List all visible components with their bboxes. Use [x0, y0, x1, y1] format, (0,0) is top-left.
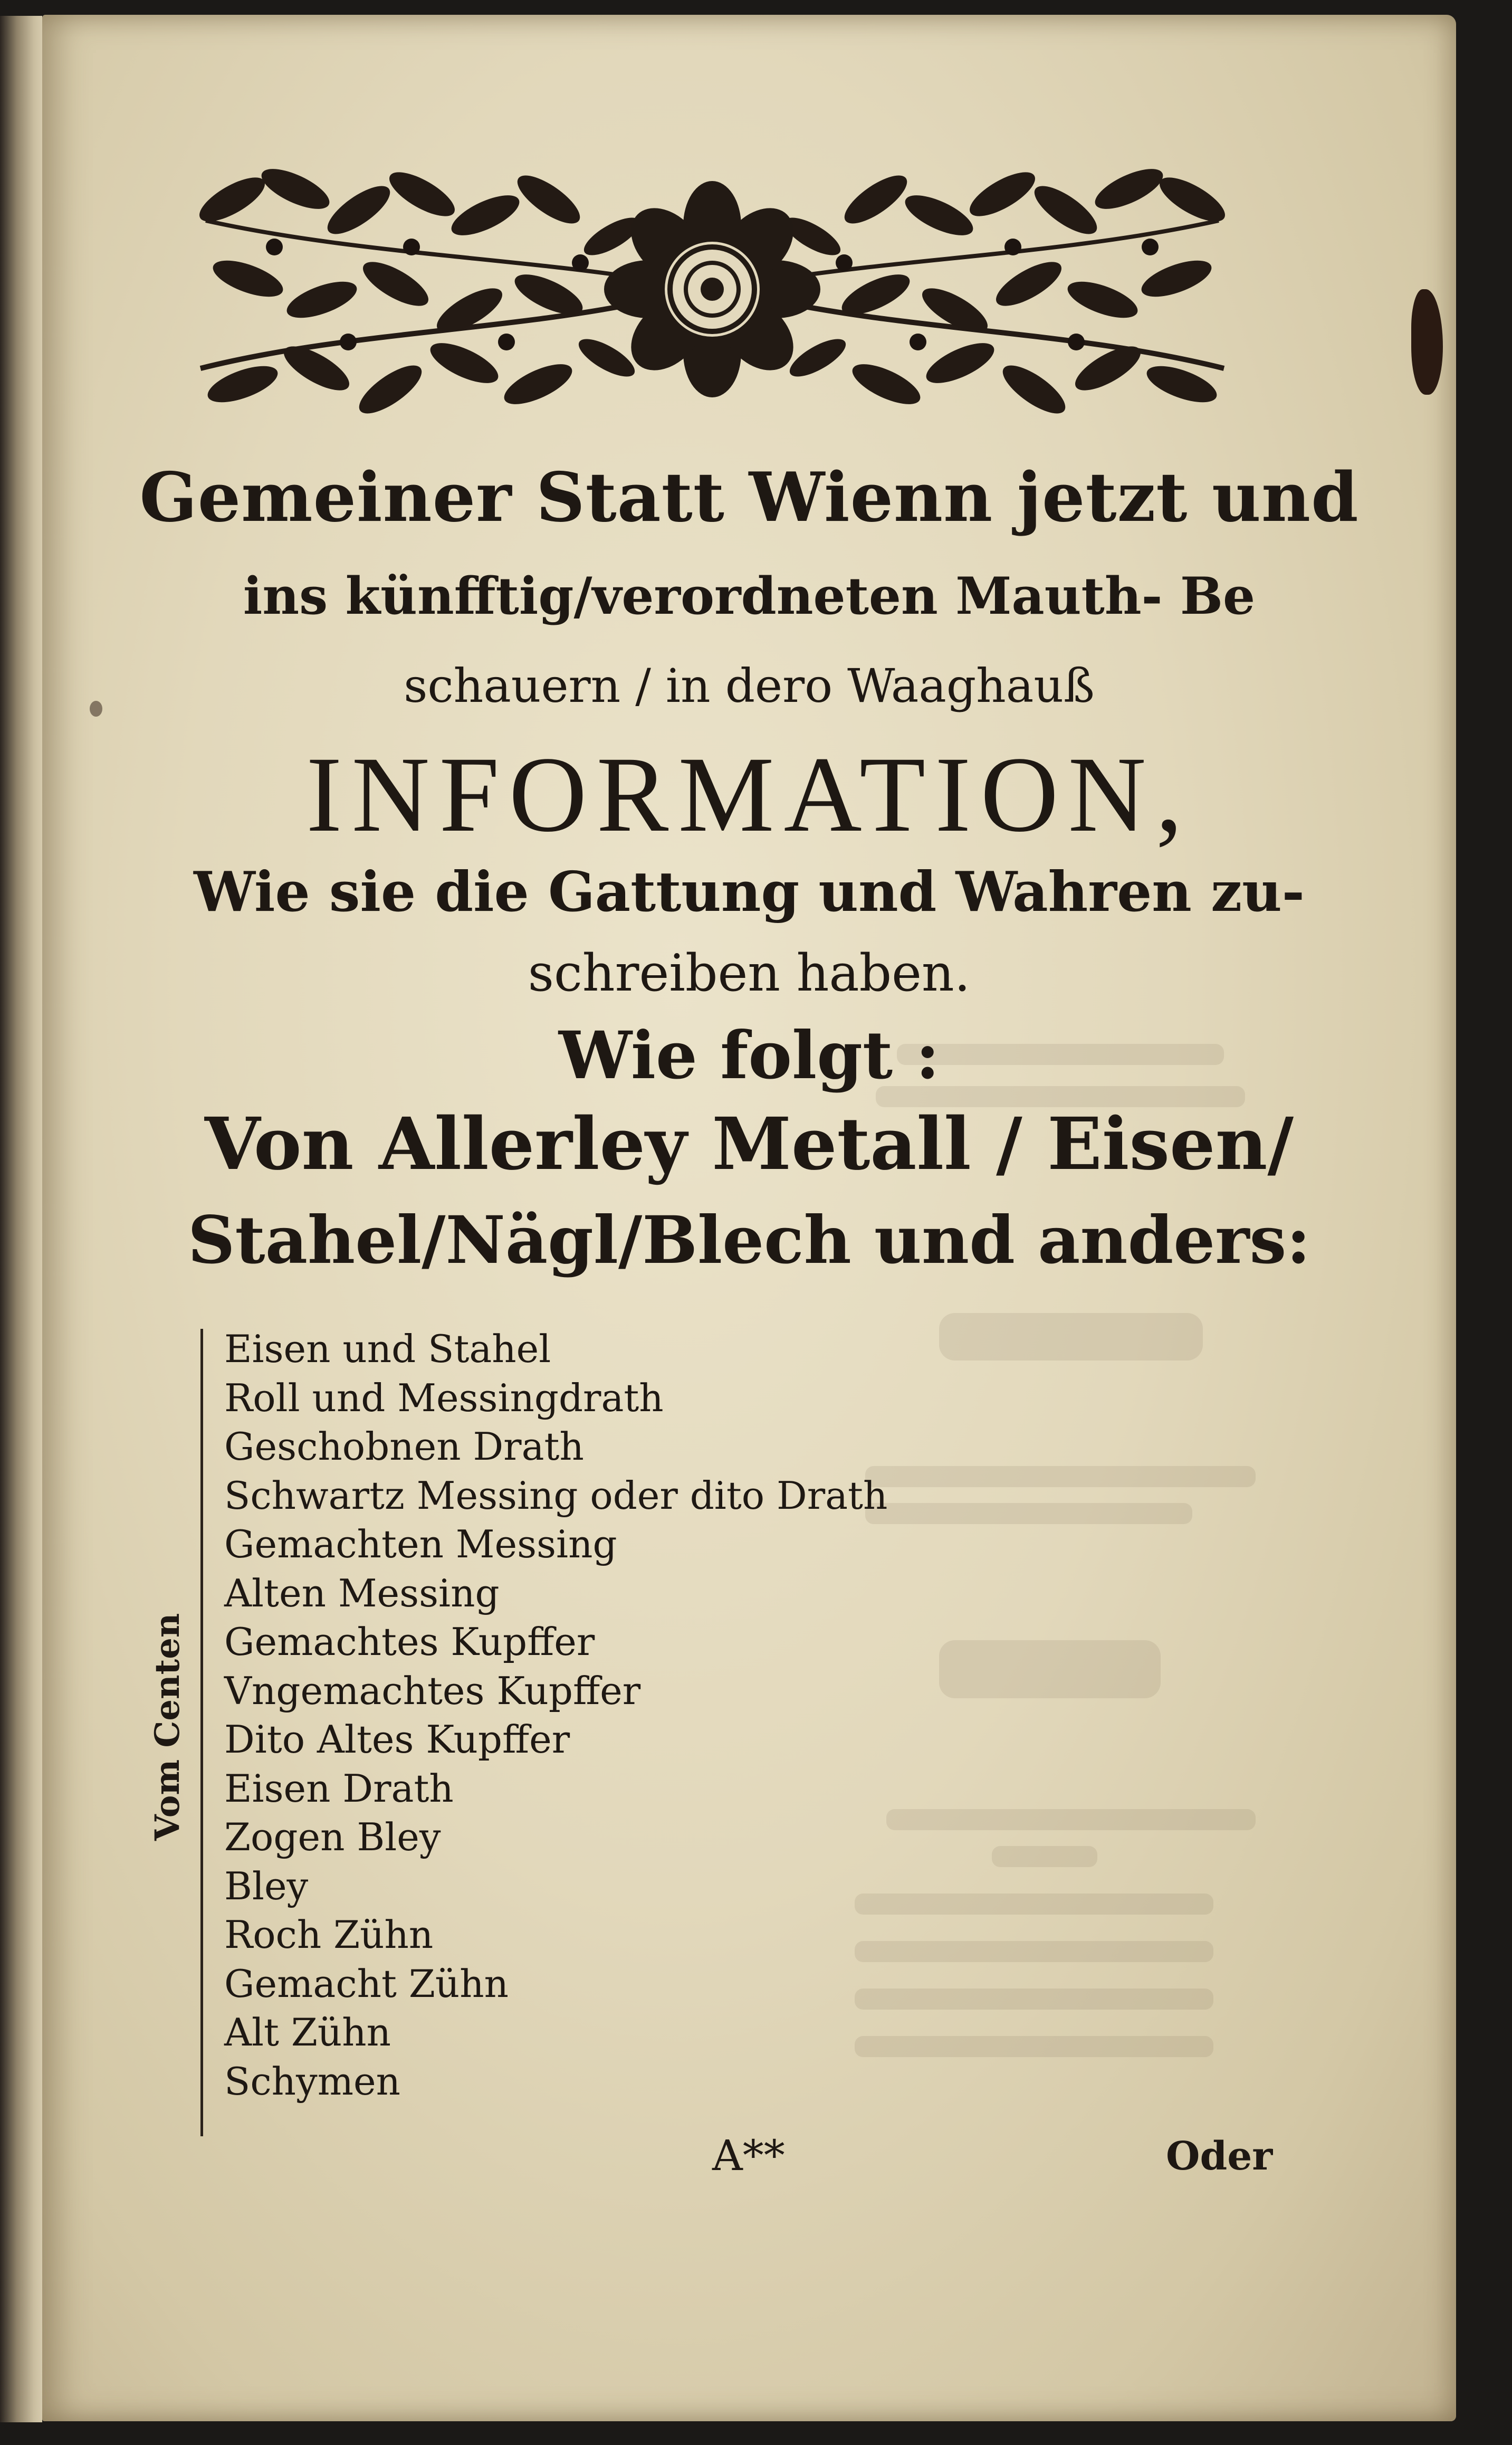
information-heading: INFORMATION,: [306, 735, 1192, 854]
side-label: Vom Centen: [148, 1613, 187, 1841]
catchword: Oder: [1166, 2134, 1273, 2179]
list-item: Vngemachtes Kupffer: [224, 1668, 641, 1713]
list-item: Roch Zühn: [224, 1913, 434, 1957]
previous-page-edge: [0, 16, 42, 2422]
list-bracket: [200, 1329, 224, 2136]
title-line-3: schauern / in dero Waaghauß: [404, 659, 1095, 713]
title-line-5: Wie sie die Gattung und Wahren zu-: [194, 859, 1305, 924]
list-item: Zogen Bley: [224, 1815, 441, 1859]
list-item: Schwartz Messing oder dito Drath: [224, 1473, 888, 1518]
list-item: Eisen Drath: [224, 1766, 454, 1811]
list-item: Bley: [224, 1863, 309, 1908]
goods-list: [224, 1325, 887, 2106]
title-line-7: Wie folgt :: [558, 1017, 940, 1094]
list-item: Dito Altes Kupffer: [224, 1717, 570, 1762]
document-page: [42, 15, 1456, 2421]
list-item: Alt Zühn: [224, 2010, 391, 2054]
signature-mark: A**: [712, 2131, 785, 2180]
ink-spot: [90, 701, 102, 717]
list-item: Gemacht Zühn: [224, 1961, 509, 2006]
list-item: Schymen: [224, 2059, 400, 2104]
list-item: Eisen und Stahel: [224, 1327, 551, 1371]
list-item: Roll und Messingdrath: [224, 1375, 664, 1420]
list-item: Alten Messing: [224, 1571, 500, 1615]
title-line-1: Gemeiner Statt Wienn jetzt und: [139, 458, 1359, 537]
ink-stain: [1411, 289, 1443, 395]
list-item: Geschobnen Drath: [224, 1424, 584, 1469]
list-item: Gemachten Messing: [224, 1522, 617, 1566]
floral-ornament: [190, 157, 1235, 432]
list-item: Gemachtes Kupffer: [224, 1620, 595, 1664]
section-title-line-1: Von Allerley Metall / Eisen/: [204, 1102, 1294, 1186]
section-title-line-2: Stahel/Nägl/Blech und anders:: [187, 1202, 1311, 1279]
title-line-2: ins künfftig/verordneten Mauth- Be: [243, 566, 1256, 626]
title-line-6: schreiben haben.: [528, 944, 971, 1003]
